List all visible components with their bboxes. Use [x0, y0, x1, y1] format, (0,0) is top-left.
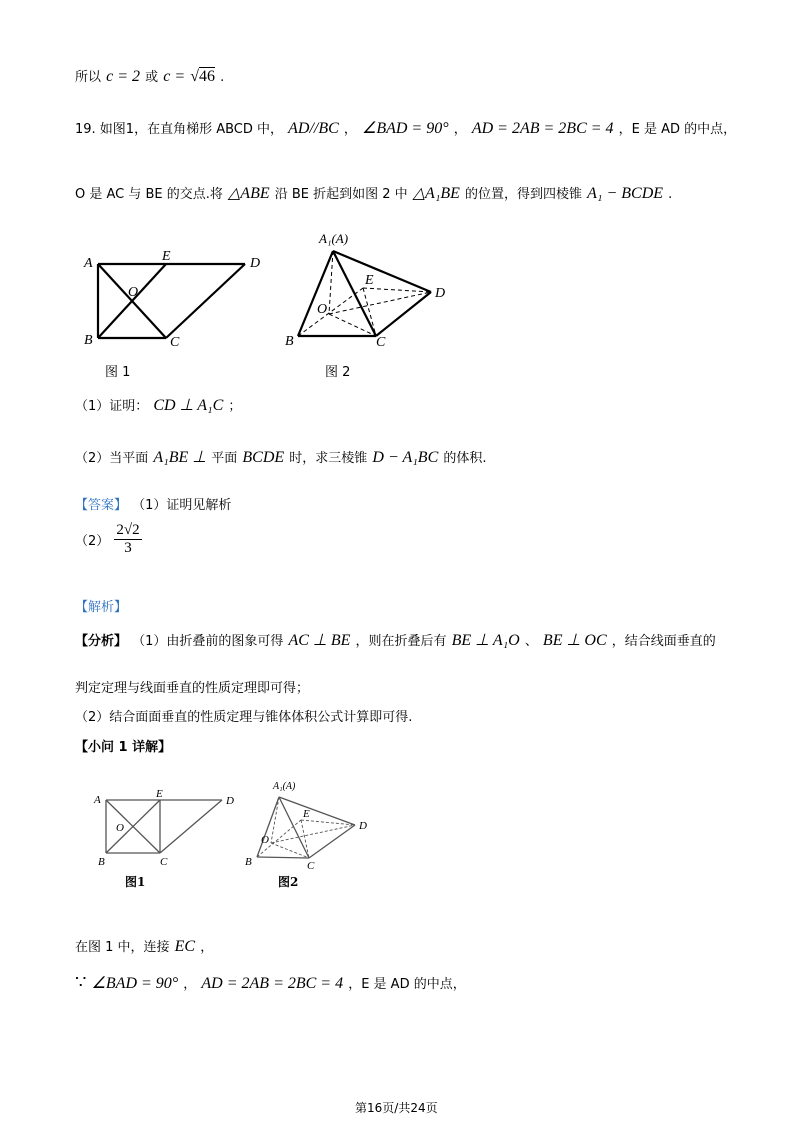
fig2-caption-bottom: 图2	[278, 875, 299, 889]
label-A: A	[84, 256, 93, 271]
top-eq2: c =	[163, 68, 186, 85]
q2-math: D − A₁BC	[372, 449, 439, 466]
solution-math: ∠BAD = 90°	[91, 975, 179, 992]
q2-text: （2）当平面	[75, 451, 149, 466]
q2-text: 时，求三棱锥	[289, 451, 368, 466]
answer-1: （1）证明见解析	[132, 498, 232, 513]
fraction-numerator: 2√2	[116, 522, 140, 538]
answer-line-1	[75, 494, 231, 513]
label-B: B	[245, 856, 252, 868]
solution-math: EC	[174, 938, 196, 955]
sqrt-symbol: √46	[190, 68, 215, 85]
sqrt-arg: 46	[199, 68, 215, 85]
top-line	[75, 66, 224, 86]
fenxi-line-1	[75, 630, 716, 650]
q1-math: CD ⊥ A₁C	[153, 397, 224, 414]
answer-2-prefix: （2）	[75, 534, 110, 549]
label-C: C	[376, 335, 386, 350]
label-E: E	[156, 788, 163, 800]
label-D: D	[226, 795, 234, 807]
q1-end: ；	[228, 399, 242, 414]
label-D: D	[359, 820, 367, 832]
q1-prefix: （1）证明：	[75, 399, 149, 414]
question-1	[75, 395, 241, 415]
cond-parallel: AD//BC	[288, 120, 339, 137]
because-symbol: ∵	[75, 972, 87, 992]
answer-tag: 【答案】	[75, 498, 128, 513]
fenxi-math: AC ⊥ BE	[288, 632, 351, 649]
problem-line-2	[75, 183, 672, 203]
fenxi-line-2: 判定定理与线面垂直的性质定理即可得；	[75, 681, 310, 696]
fenxi-line-3: （2）结合面面垂直的性质定理与锥体体积公式计算即可得.	[75, 710, 413, 725]
label-C: C	[307, 860, 315, 872]
fenxi-text: ，则在折叠后有	[355, 634, 447, 649]
label-O: O	[317, 302, 328, 317]
label-E: E	[162, 249, 171, 264]
label-A1A: A₁(A)	[273, 781, 296, 792]
top-prefix: 所以	[75, 70, 102, 85]
top-or: 或	[145, 70, 159, 85]
problem-line-1	[75, 118, 736, 138]
q2-text: 的体积.	[443, 451, 487, 466]
problem-tail: ，E 是 AD 的中点，	[618, 122, 737, 137]
label-B: B	[285, 334, 294, 349]
fig1-caption-top: 图 1	[105, 365, 131, 380]
label-D: D	[250, 256, 261, 271]
seg-CD	[166, 264, 245, 338]
fraction-denominator: 3	[124, 540, 132, 556]
label-E: E	[365, 273, 374, 288]
problem-text: 的位置，得到四棱锥	[465, 187, 583, 202]
figure-1-top	[80, 240, 270, 355]
label-A: A	[94, 794, 101, 806]
problem-text: O 是 AC 与 BE 的交点.将	[75, 187, 223, 202]
solution-text: 在图 1 中，连接	[75, 940, 170, 955]
fenxi-text: （1）由折叠前的图象可得	[132, 634, 284, 649]
label-D: D	[435, 286, 446, 301]
solution-line-1	[75, 936, 213, 956]
fig1-caption-bottom: 图1	[125, 875, 146, 889]
figure-1-bottom	[92, 785, 242, 895]
problem-text: 沿 BE 折起到如图 2 中	[274, 187, 408, 202]
triangle-abe: △ABE	[228, 185, 270, 202]
fenxi-math: BE ⊥ A₁O	[451, 632, 520, 649]
label-B: B	[84, 333, 93, 348]
label-E: E	[303, 808, 310, 820]
pyramid: A₁ − BCDE	[587, 185, 664, 202]
sep: ，	[343, 122, 357, 137]
label-A1A: A₁(A)	[319, 231, 349, 246]
fenxi-tag: 【分析】	[75, 634, 128, 649]
answer-2-fraction	[114, 522, 141, 557]
cond-angle: ∠BAD = 90°	[361, 120, 449, 137]
solution-math: AD = 2AB = 2BC = 4	[201, 975, 344, 992]
q2-math: BCDE	[242, 449, 285, 466]
top-eq1: c = 2	[106, 68, 141, 85]
cond-lengths: AD = 2AB = 2BC = 4	[471, 120, 614, 137]
q2-math: A₁BE ⊥	[153, 449, 207, 466]
label-O: O	[128, 285, 139, 300]
top-period: .	[220, 70, 225, 85]
q1-detail-tag: 【小问 1 详解】	[75, 740, 172, 755]
solution-text: ，	[183, 977, 197, 992]
solution-line-2	[75, 972, 466, 993]
answer-line-2	[75, 522, 142, 557]
problem-intro: 19. 如图1，在直角梯形 ABCD 中，	[75, 122, 284, 137]
q2-text: 平面	[211, 451, 238, 466]
label-C: C	[170, 335, 180, 350]
fenxi-math: BE ⊥ OC	[542, 632, 607, 649]
sep: ，	[453, 122, 467, 137]
label-O: O	[261, 834, 269, 846]
fig2-caption-top: 图 2	[325, 365, 351, 380]
triangle-a1be: △A₁BE	[412, 185, 460, 202]
label-C: C	[160, 856, 168, 868]
problem-text: .	[668, 187, 673, 202]
fenxi-text: 、	[524, 634, 538, 649]
solution-text: ，	[200, 940, 214, 955]
analysis-tag: 【解析】	[75, 600, 128, 615]
page-number: 第16页/共24页	[355, 1101, 438, 1115]
label-O: O	[116, 822, 124, 834]
label-B: B	[98, 856, 105, 868]
fenxi-text: ，结合线面垂直的	[611, 634, 716, 649]
figure-2-bottom	[243, 775, 378, 875]
figure-2-top	[283, 228, 458, 358]
solution-text: ，E 是 AD 的中点，	[348, 977, 466, 992]
question-2	[75, 447, 486, 467]
